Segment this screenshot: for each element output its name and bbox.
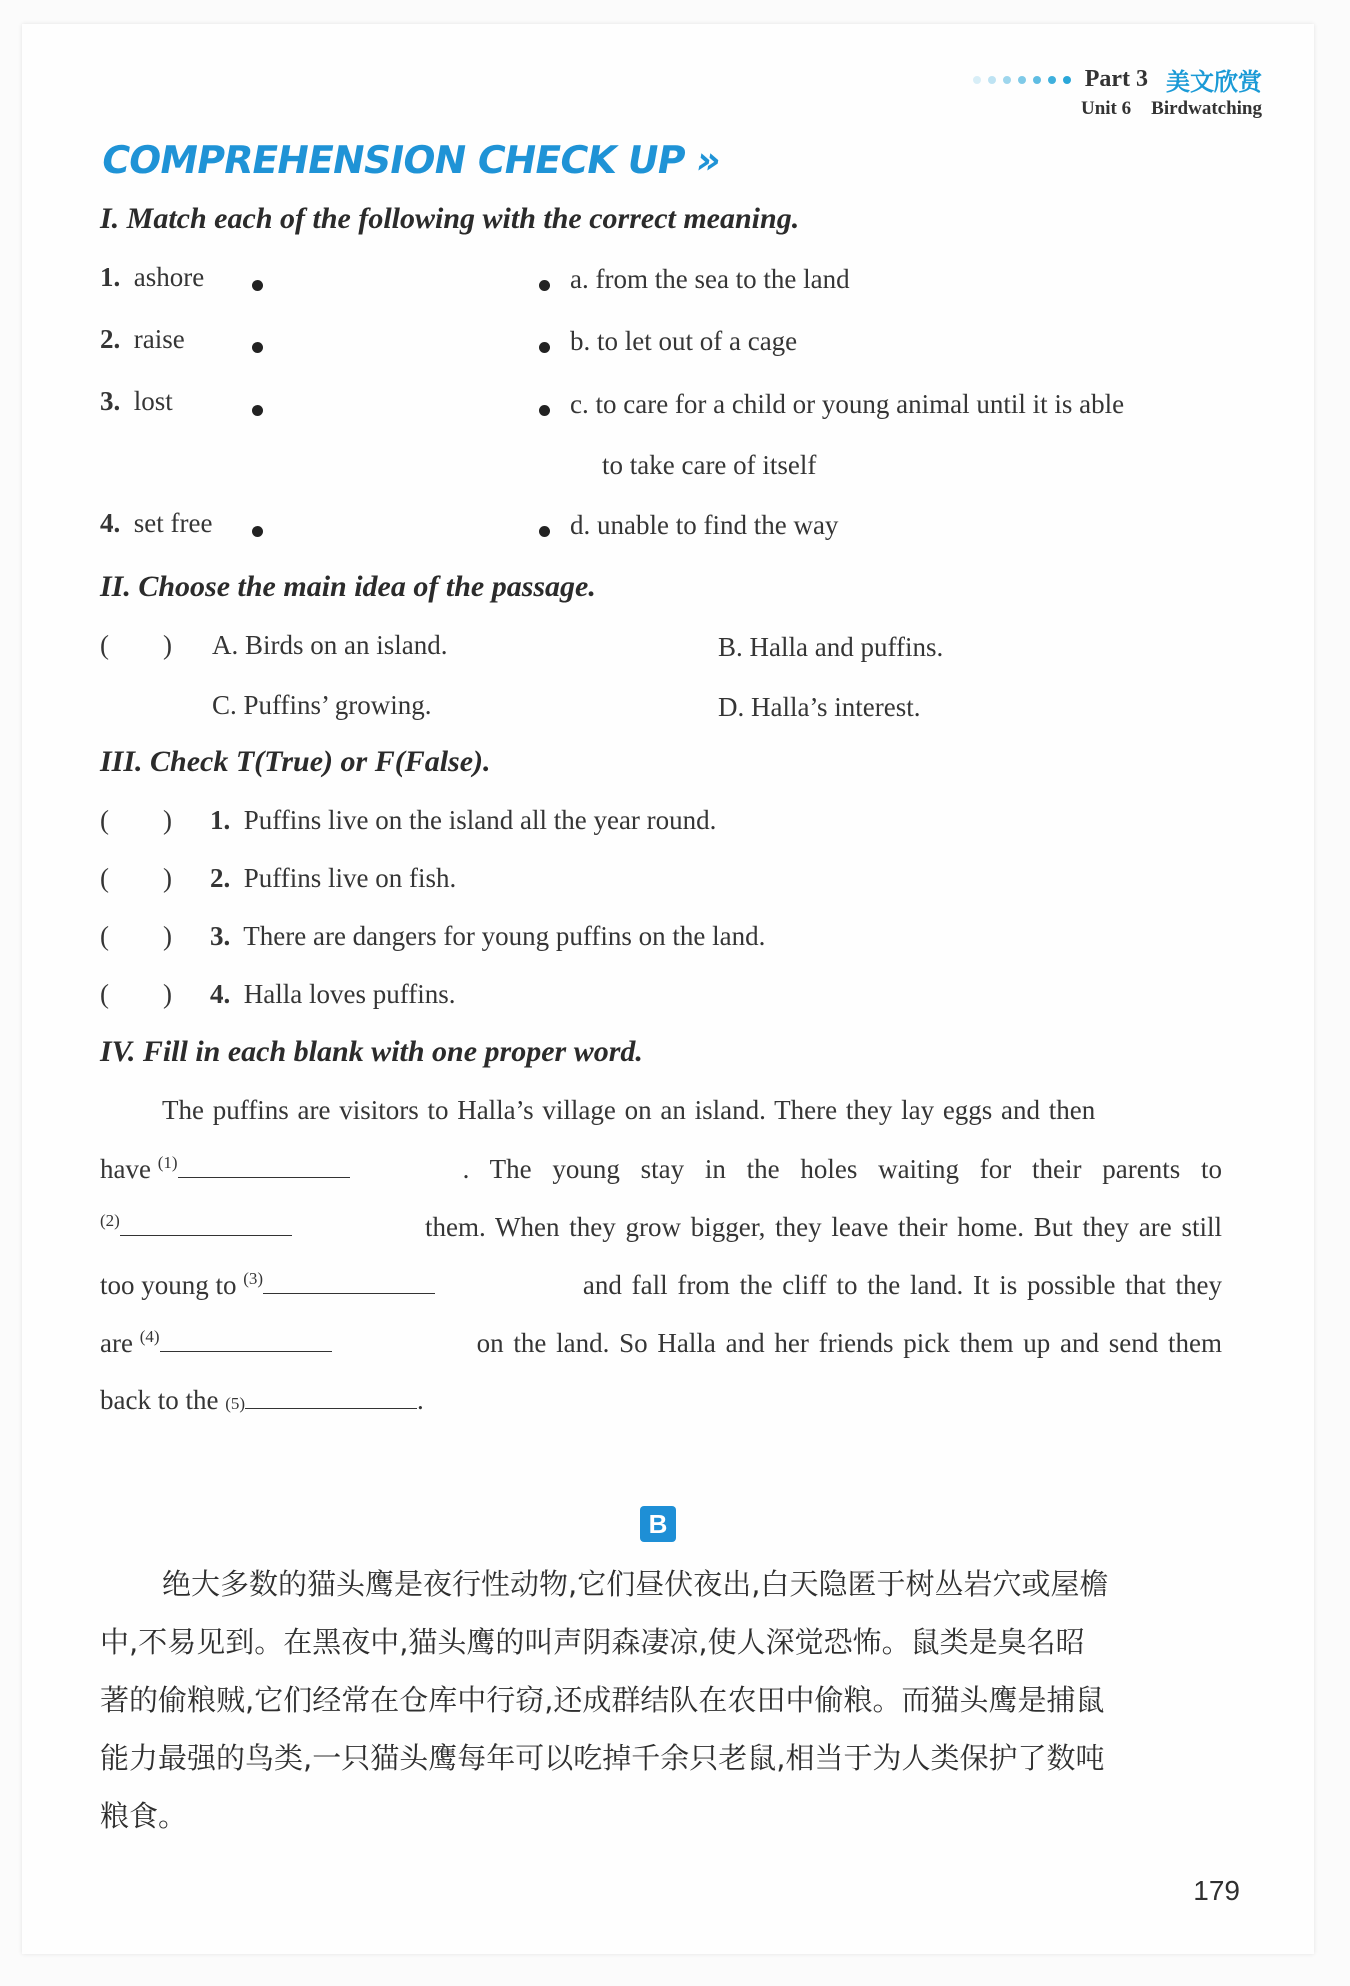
fill-blank-2[interactable] bbox=[120, 1213, 292, 1236]
passage-line: have $^{(1)}$ . The young stay in the holes waiting for their parents to bbox=[100, 1153, 1222, 1184]
chinese-line: 著的偷粮贼,它们经常在仓库中行窃,还成群结队在农田中偷粮。而猫头鹰是捕鼠 bbox=[100, 1683, 1105, 1717]
unit-title: Birdwatching bbox=[1151, 98, 1262, 119]
section2-title: II. Choose the main idea of the passage. bbox=[100, 570, 596, 603]
meaning-c: c. to care for a child or young animal until it is able bbox=[570, 389, 1125, 419]
match-left-dot[interactable] bbox=[252, 526, 263, 537]
match-left-dot[interactable] bbox=[252, 405, 263, 416]
fill-blank-5[interactable] bbox=[245, 1386, 417, 1409]
match-right-dot[interactable] bbox=[539, 342, 550, 353]
fill-blank-1[interactable] bbox=[178, 1155, 350, 1178]
answer-blank[interactable]: ( ) bbox=[100, 979, 172, 1009]
match-right-dot[interactable] bbox=[539, 405, 550, 416]
chinese-line: 中,不易见到。在黑夜中,猫头鹰的叫声阴森凄凉,使人深觉恐怖。鼠类是臭名昭 bbox=[100, 1625, 1085, 1659]
meaning-c-continued: to take care of itself bbox=[602, 450, 817, 480]
meaning-b: b. to let out of a cage bbox=[570, 326, 798, 356]
header-unit bbox=[1081, 98, 1262, 120]
option-c: C. Puffins’ growing. bbox=[212, 690, 432, 720]
comprehension-heading: COMPREHENSION CHECK UP » bbox=[98, 138, 725, 182]
tf-item-1: 1. Puffins live on the island all the year round. bbox=[210, 805, 717, 835]
answer-blank[interactable]: ( ) bbox=[100, 630, 172, 660]
option-d: D. Halla’s interest. bbox=[718, 692, 921, 722]
fill-blank-4[interactable] bbox=[160, 1329, 332, 1352]
match-item-1: 1. ashore bbox=[100, 262, 205, 292]
match-item-4: 4. set free bbox=[100, 508, 213, 538]
match-right-dot[interactable] bbox=[539, 280, 550, 291]
match-right-dot[interactable] bbox=[539, 526, 550, 537]
meaning-a: a. from the sea to the land bbox=[570, 264, 850, 294]
match-item-3: 3. lost bbox=[100, 386, 173, 416]
section3-title: III. Check T(True) or F(False). bbox=[100, 745, 491, 778]
part-label: Part 3 bbox=[1084, 66, 1148, 92]
tf-item-3: 3. There are dangers for young puffins on the land. bbox=[210, 921, 766, 951]
tf-item-4: 4. Halla loves puffins. bbox=[210, 979, 456, 1009]
option-b: B. Halla and puffins. bbox=[718, 632, 944, 662]
answer-blank[interactable]: ( ) bbox=[100, 805, 172, 835]
header-part bbox=[973, 62, 1262, 97]
match-item-2: 2. raise bbox=[100, 324, 185, 354]
match-left-dot[interactable] bbox=[252, 280, 263, 291]
unit-label: Unit 6 bbox=[1080, 98, 1132, 119]
chinese-line: 能力最强的鸟类,一只猫头鹰每年可以吃掉千余只老鼠,相当于为人类保护了数吨 bbox=[100, 1741, 1105, 1775]
chinese-line: 粮食。 bbox=[100, 1799, 188, 1833]
passage-line: are $^{(4)}$ on the land. So Halla and her friends pick them up and send them bbox=[100, 1327, 1222, 1358]
answer-blank[interactable]: ( ) bbox=[100, 863, 172, 893]
option-a: A. Birds on an island. bbox=[212, 630, 448, 660]
section4-title: IV. Fill in each blank with one proper word. bbox=[100, 1035, 643, 1068]
part-chinese-title: 美文欣赏 bbox=[1166, 68, 1262, 96]
passage-line: The puffins are visitors to Halla’s village on an island. There they lay eggs and then bbox=[162, 1095, 1096, 1125]
section1-title: I. Match each of the following with the correct meaning. bbox=[100, 202, 800, 235]
match-left-dot[interactable] bbox=[252, 342, 263, 353]
decorative-dots-icon bbox=[973, 76, 1071, 84]
chinese-line: 绝大多数的猫头鹰是夜行性动物,它们昼伏夜出,白天隐匿于树丛岩穴或屋檐 bbox=[162, 1567, 1109, 1601]
fill-blank-3[interactable] bbox=[263, 1271, 435, 1294]
part-b-badge: B bbox=[640, 1506, 676, 1542]
answer-blank[interactable]: ( ) bbox=[100, 921, 172, 951]
tf-item-2: 2. Puffins live on fish. bbox=[210, 863, 457, 893]
meaning-d: d. unable to find the way bbox=[570, 510, 839, 540]
passage-line: too young to $^{(3)}$ and fall from the cliff to the land. It is possible that they bbox=[100, 1269, 1222, 1300]
passage-line: $^{(2)}$ them. When they grow bigger, they leave their home. But they are still bbox=[100, 1211, 1222, 1242]
page-number: 179 bbox=[1193, 1875, 1240, 1906]
passage-line: back to the (5) . bbox=[100, 1385, 424, 1415]
